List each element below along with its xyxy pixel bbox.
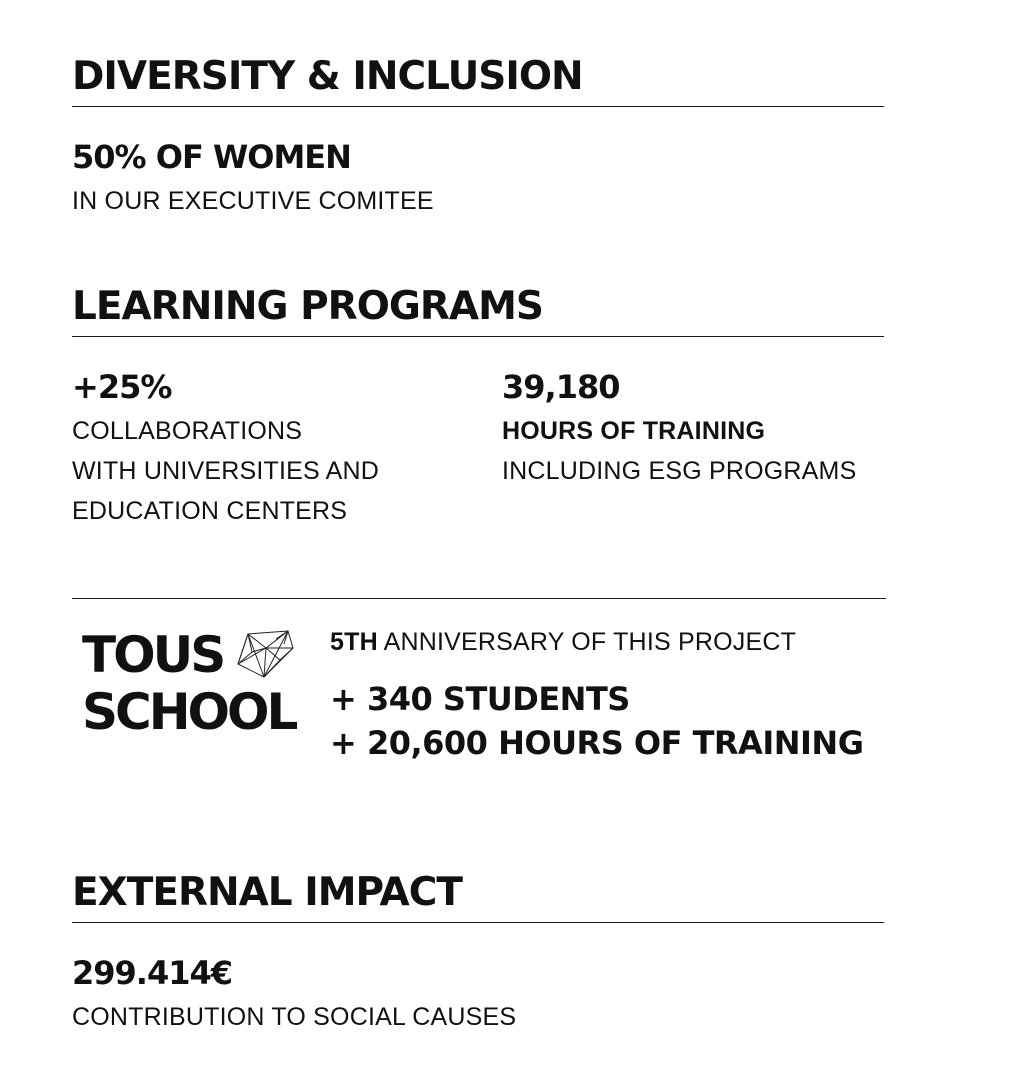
collaborations-value: +25% bbox=[72, 368, 172, 406]
diversity-title: DIVERSITY & INCLUSION bbox=[72, 54, 583, 99]
women-caption: IN OUR EXECUTIVE COMITEE bbox=[72, 187, 434, 215]
school-hours-stat: + 20,600 HOURS OF TRAINING bbox=[330, 724, 864, 762]
training-hours-value: 39,180 bbox=[502, 368, 620, 406]
training-hours-label: HOURS OF TRAINING bbox=[502, 417, 766, 445]
school-divider bbox=[72, 598, 886, 599]
diamond-icon bbox=[236, 630, 294, 678]
collaborations-line-3: EDUCATION CENTERS bbox=[72, 497, 348, 525]
contribution-value: 299.414€ bbox=[72, 954, 233, 992]
contribution-caption: CONTRIBUTION TO SOCIAL CAUSES bbox=[72, 1003, 517, 1031]
collaborations-line-2: WITH UNIVERSITIES AND bbox=[72, 457, 380, 485]
learning-title: LEARNING PROGRAMS bbox=[72, 284, 543, 329]
logo-line-2: SCHOOL bbox=[82, 683, 296, 741]
women-stat: 50% OF WOMEN bbox=[72, 138, 351, 176]
logo-line-1: TOUS bbox=[82, 626, 224, 684]
learning-divider bbox=[72, 336, 884, 337]
collaborations-line-1: COLLABORATIONS bbox=[72, 417, 303, 445]
external-title: EXTERNAL IMPACT bbox=[72, 870, 462, 915]
anniversary-description: ANNIVERSARY OF THIS PROJECT bbox=[383, 628, 797, 656]
students-stat: + 340 STUDENTS bbox=[330, 680, 630, 718]
anniversary-ordinal: 5TH bbox=[330, 628, 378, 656]
anniversary-text bbox=[330, 622, 796, 662]
training-hours-caption: INCLUDING ESG PROGRAMS bbox=[502, 457, 857, 485]
external-divider bbox=[72, 922, 884, 923]
diversity-divider bbox=[72, 106, 884, 107]
